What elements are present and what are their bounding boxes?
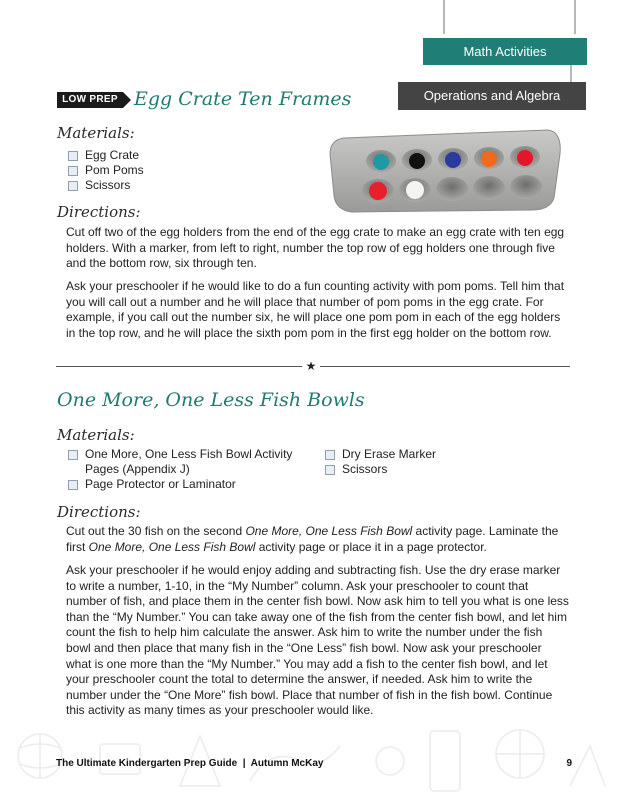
star-icon: ★ — [305, 359, 317, 373]
activity-title: One More, One Less Fish Bowls — [57, 389, 365, 411]
material-item: Scissors — [67, 178, 317, 193]
page-footer — [56, 758, 572, 769]
pom-pom — [481, 151, 497, 167]
checkbox-icon — [68, 181, 78, 191]
material-item: Scissors — [324, 462, 524, 477]
subcategory-tag: Operations and Algebra — [398, 82, 586, 110]
directions-heading: Directions: — [57, 503, 141, 521]
materials-heading: Materials: — [57, 124, 135, 142]
checkbox-icon — [325, 465, 335, 475]
section-divider-line — [320, 366, 570, 367]
page-number: 9 — [566, 758, 572, 769]
directions-paragraph: Cut off two of the egg holders from the end of the egg crate to make an egg crate with ten egg holders. With a marker, from left to right, number the top row of egg holders one through five and the bottom row, six through ten. — [66, 225, 565, 271]
hanging-string — [574, 0, 576, 34]
directions-paragraph: Ask your preschooler if he would like to do a fun counting activity with pom poms. Tell him that you will call out a number and he will place that number of pom poms in the egg crate. For example, if you call out the number six, he will place one pom pom in each of the egg holders in the top row, and he will place the sixth pom pom in the first egg holder on the bottom row. — [66, 279, 565, 340]
materials-list-right — [324, 447, 524, 477]
directions-heading: Directions: — [57, 203, 141, 221]
checkbox-icon — [68, 151, 78, 161]
checkbox-icon — [68, 480, 78, 490]
egg-crate-photo — [326, 124, 566, 216]
doodle-watermark — [0, 706, 624, 804]
checkbox-icon — [68, 450, 78, 460]
materials-heading: Materials: — [57, 426, 135, 444]
material-item: Pom Poms — [67, 163, 317, 178]
hanging-string — [570, 65, 572, 82]
checkbox-icon — [325, 450, 335, 460]
material-item: One More, One Less Fish Bowl Activity Pages (Appendix J) — [67, 447, 317, 477]
pom-pom — [369, 182, 387, 200]
pom-pom — [517, 150, 533, 166]
section-divider-line — [56, 366, 302, 367]
materials-list — [67, 148, 317, 193]
directions-paragraph: Ask your preschooler if he would enjoy adding and subtracting fish. Use the dry erase marker to write a number, 1-10, in the “My Number” column. Ask your preschooler to count that number of fish, and place them in the center fish bowl. Now ask him to tell you what is one less than the “My Number.” You can take away one of the fish from the center fish bowl, and let him count the fish to help him calculate the answer. Ask him to write the number under the fish bowl and then place that many fish in the “One Less” fish bowl. Now ask your preschooler what is one more than the “My Number.” You may add a fish to the center fish bowl, and let your preschooler count the total to determine the answer, if needed. Ask him to write the number under the “One More” fish bowl. Place that number of fish in the fish bowl. Continue this activity as many times as your preschooler would like. — [66, 563, 569, 718]
material-item: Page Protector or Laminator — [67, 477, 317, 492]
pom-pom — [409, 153, 425, 169]
activity-title: Egg Crate Ten Frames — [134, 88, 352, 110]
material-item: Dry Erase Marker — [324, 447, 524, 462]
directions-paragraph: Cut out the 30 fish on the second One More, One Less Fish Bowl activity page. Laminate the first One More, One Less Fish Bowl activity page or place it in a page protector. — [66, 524, 559, 554]
pom-pom — [445, 152, 461, 168]
material-item: Egg Crate — [67, 148, 317, 163]
footer-text: The Ultimate Kindergarten Prep Guide | Autumn McKay — [56, 758, 324, 769]
low-prep-badge: LOW PREP — [57, 92, 123, 108]
pom-pom — [373, 154, 389, 170]
pom-pom — [406, 181, 424, 199]
hanging-string — [443, 0, 445, 34]
checkbox-icon — [68, 166, 78, 176]
materials-list-left — [67, 447, 317, 492]
category-tag: Math Activities — [423, 38, 587, 65]
